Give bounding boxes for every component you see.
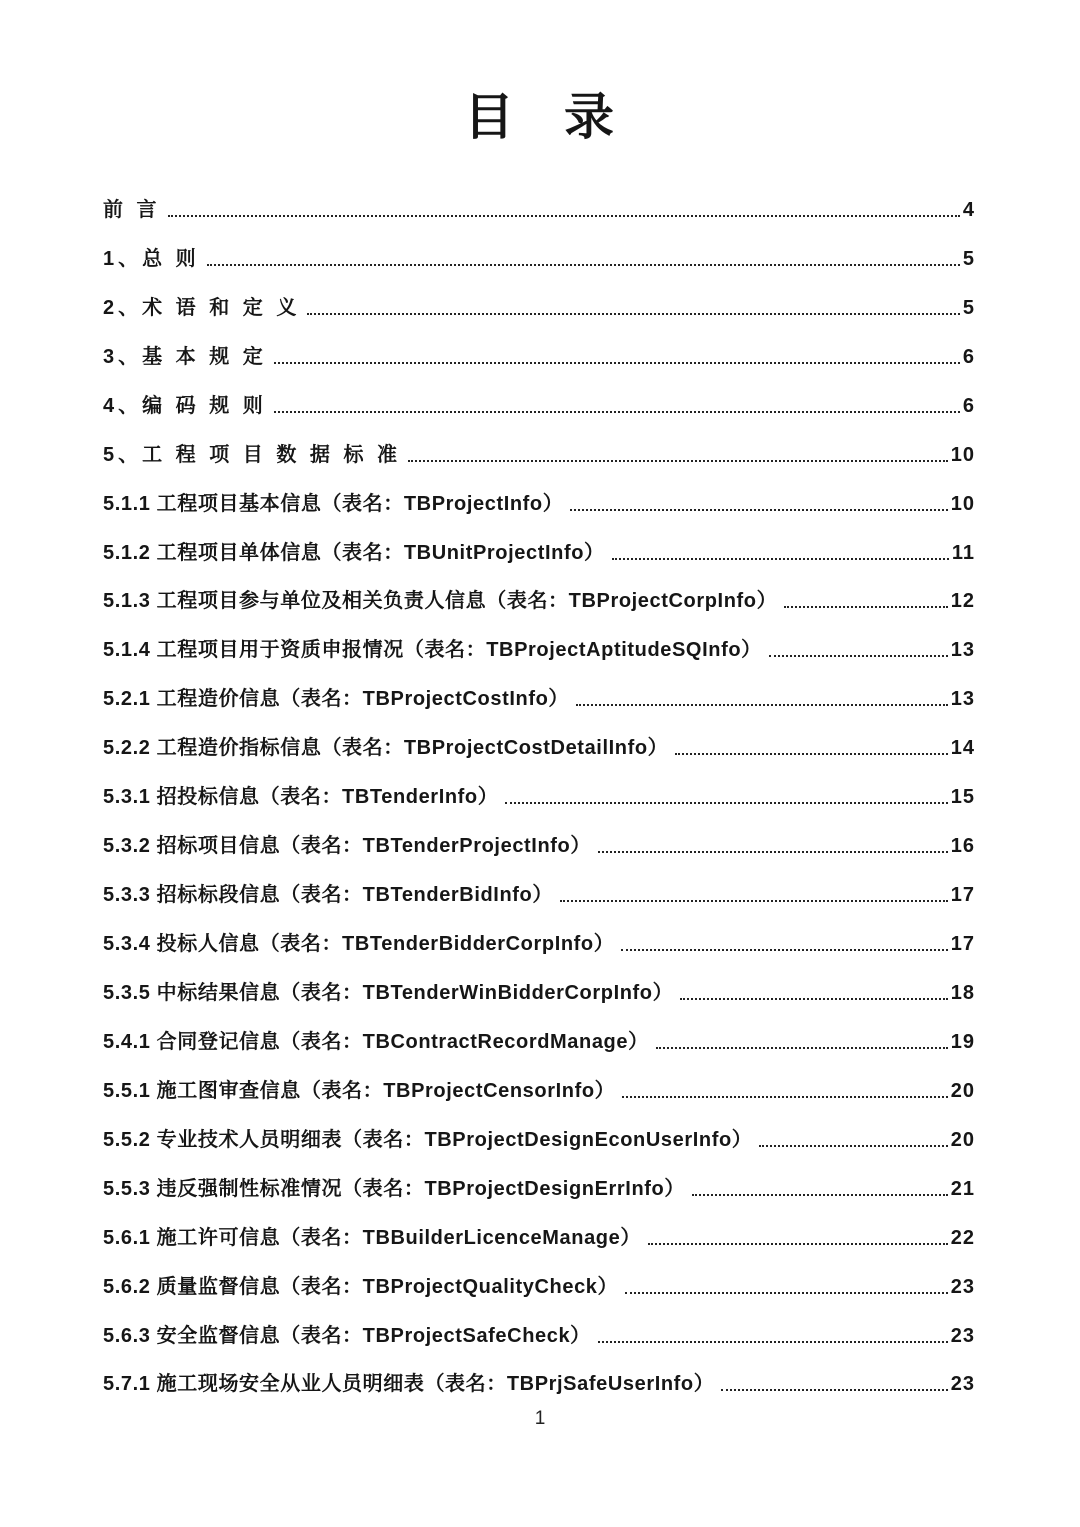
- toc-entry-label: 5.6.1 施工许可信息（表名：TBBuilderLicenceManage）: [103, 1226, 641, 1249]
- toc-entry-label: 5.6.3 安全监督信息（表名：TBProjectSafeCheck）: [103, 1324, 591, 1347]
- toc-entry-label: 5.3.3 招标标段信息（表名：TBTenderBidInfo）: [103, 884, 553, 907]
- toc-entry-page-number: 15: [950, 786, 975, 809]
- toc-entry[interactable]: [103, 418, 975, 467]
- toc-entry[interactable]: [103, 565, 975, 614]
- toc-entry-label: 5.5.1 施工图审查信息（表名：TBProjectCensorInfo）: [103, 1079, 616, 1102]
- toc-entry-label: 5.3.5 中标结果信息（表名：TBTenderWinBidderCorpInfo）: [103, 981, 674, 1004]
- toc-entry-label: 5、工 程 项 目 数 据 标 准: [103, 443, 402, 466]
- toc-entry[interactable]: [103, 173, 975, 222]
- toc-entry-label: 前 言: [103, 198, 161, 221]
- dot-leader: [680, 998, 948, 1000]
- toc-entry[interactable]: [103, 1299, 975, 1348]
- dot-leader: [621, 949, 947, 951]
- dot-leader: [570, 509, 947, 511]
- toc-entry[interactable]: [103, 1201, 975, 1250]
- toc-entry[interactable]: [103, 613, 975, 662]
- toc-entry-label: 5.2.1 工程造价信息（表名：TBProjectCostInfo）: [103, 688, 569, 711]
- toc-entry[interactable]: [103, 711, 975, 760]
- toc-entry-label: 5.1.1 工程项目基本信息（表名：TBProjectInfo）: [103, 492, 564, 515]
- page-number-footer: 1: [534, 1408, 546, 1429]
- toc-entry-page-number: 20: [950, 1128, 975, 1151]
- dot-leader: [168, 215, 960, 217]
- toc-entry[interactable]: [103, 907, 975, 956]
- dot-leader: [207, 264, 960, 266]
- toc-entry[interactable]: [103, 1250, 975, 1299]
- toc-entry-page-number: 5: [962, 247, 975, 270]
- toc-entry-label: 5.1.2 工程项目单体信息（表名：TBUnitProjectInfo）: [103, 541, 605, 564]
- dot-leader: [625, 1292, 948, 1294]
- dot-leader: [598, 1341, 948, 1343]
- toc-entry-page-number: 17: [950, 933, 975, 955]
- dot-leader: [784, 606, 948, 608]
- dot-leader: [721, 1389, 947, 1391]
- toc-entry-label: 5.1.3 工程项目参与单位及相关负责人信息（表名：TBProjectCorpInfo）: [103, 590, 778, 613]
- toc-entry[interactable]: [103, 858, 975, 907]
- dot-leader: [560, 900, 948, 902]
- dot-leader: [675, 753, 947, 755]
- toc-entry-page-number: 19: [950, 1030, 975, 1053]
- toc-entry-label: 5.5.2 专业技术人员明细表（表名：TBProjectDesignEconUserInfo）: [103, 1128, 753, 1151]
- toc-entry[interactable]: [103, 1005, 975, 1054]
- toc-entry-page-number: 17: [950, 884, 975, 907]
- toc-entry-page-number: 18: [950, 981, 975, 1004]
- toc-entry-label: 5.3.4 投标人信息（表名：TBTenderBidderCorpInfo）: [103, 933, 615, 955]
- toc-entry-label: 5.7.1 施工现场安全从业人员明细表（表名：TBPrjSafeUserInfo）: [103, 1373, 715, 1396]
- dot-leader: [656, 1047, 948, 1049]
- toc-entry-page-number: 23: [950, 1373, 975, 1396]
- toc-entry-page-number: 6: [962, 345, 975, 368]
- dot-leader: [408, 460, 948, 462]
- toc-entry[interactable]: [103, 1152, 975, 1201]
- toc-entry[interactable]: [103, 271, 975, 320]
- toc-entry-label: 5.3.2 招标项目信息（表名：TBTenderProjectInfo）: [103, 835, 591, 858]
- toc-entry[interactable]: [103, 760, 975, 809]
- toc-entry[interactable]: [103, 662, 975, 711]
- dot-leader: [759, 1145, 947, 1147]
- dot-leader: [692, 1194, 948, 1196]
- dot-leader: [307, 313, 960, 315]
- dot-leader: [505, 802, 947, 804]
- toc-entry-page-number: 13: [950, 688, 975, 711]
- toc-entry[interactable]: [103, 956, 975, 1005]
- toc-entry-page-number: 20: [950, 1079, 975, 1102]
- toc-entry-page-number: 23: [950, 1275, 975, 1298]
- toc-entry-page-number: 23: [950, 1324, 975, 1347]
- toc-list: [103, 173, 975, 1396]
- toc-entry[interactable]: [103, 467, 975, 516]
- toc-entry-page-number: 22: [950, 1226, 975, 1249]
- toc-entry-label: 5.2.2 工程造价指标信息（表名：TBProjectCostDetailInfo）: [103, 737, 669, 760]
- toc-entry-label: 5.4.1 合同登记信息（表名：TBContractRecordManage）: [103, 1030, 649, 1053]
- toc-entry[interactable]: [103, 320, 975, 369]
- dot-leader: [612, 558, 949, 560]
- toc-entry-page-number: 12: [950, 590, 975, 613]
- page-title: 目 录: [464, 89, 616, 145]
- toc-entry-page-number: 5: [962, 296, 975, 319]
- dot-leader: [274, 411, 960, 413]
- toc-entry-page-number: 13: [950, 639, 975, 662]
- toc-entry[interactable]: [103, 1054, 975, 1103]
- toc-entry-label: 4、编 码 规 则: [103, 394, 267, 417]
- toc-entry[interactable]: [103, 369, 975, 418]
- toc-entry[interactable]: [103, 809, 975, 858]
- dot-leader: [769, 655, 948, 657]
- toc-entry-page-number: 6: [962, 394, 975, 417]
- toc-entry-page-number: 10: [950, 492, 975, 515]
- toc-entry-label: 5.5.3 违反强制性标准情况（表名：TBProjectDesignErrInfo）: [103, 1177, 685, 1200]
- toc-entry-page-number: 11: [951, 541, 975, 564]
- toc-entry-label: 2、术 语 和 定 义: [103, 296, 301, 319]
- dot-leader: [598, 851, 948, 853]
- toc-entry[interactable]: [103, 222, 975, 271]
- dot-leader: [576, 704, 948, 706]
- toc-entry[interactable]: [103, 1348, 975, 1397]
- toc-entry-page-number: 4: [962, 198, 975, 221]
- toc-entry-page-number: 16: [950, 835, 975, 858]
- toc-entry-label: 5.3.1 招投标信息（表名：TBTenderInfo）: [103, 786, 499, 809]
- toc-entry-page-number: 10: [950, 443, 975, 466]
- toc-entry-label: 1、总 则: [103, 247, 200, 270]
- toc-entry-page-number: 21: [950, 1177, 975, 1200]
- toc-entry-label: 3、基 本 规 定: [103, 345, 267, 368]
- toc-entry[interactable]: [103, 516, 975, 565]
- toc-entry-page-number: 14: [950, 737, 975, 760]
- toc-entry-label: 5.6.2 质量监督信息（表名：TBProjectQualityCheck）: [103, 1275, 619, 1298]
- dot-leader: [274, 362, 960, 364]
- dot-leader: [648, 1243, 948, 1245]
- toc-entry-label: 5.1.4 工程项目用于资质申报情况（表名：TBProjectAptitudeSQInfo）: [103, 639, 762, 662]
- dot-leader: [622, 1096, 947, 1098]
- toc-entry[interactable]: [103, 1103, 975, 1152]
